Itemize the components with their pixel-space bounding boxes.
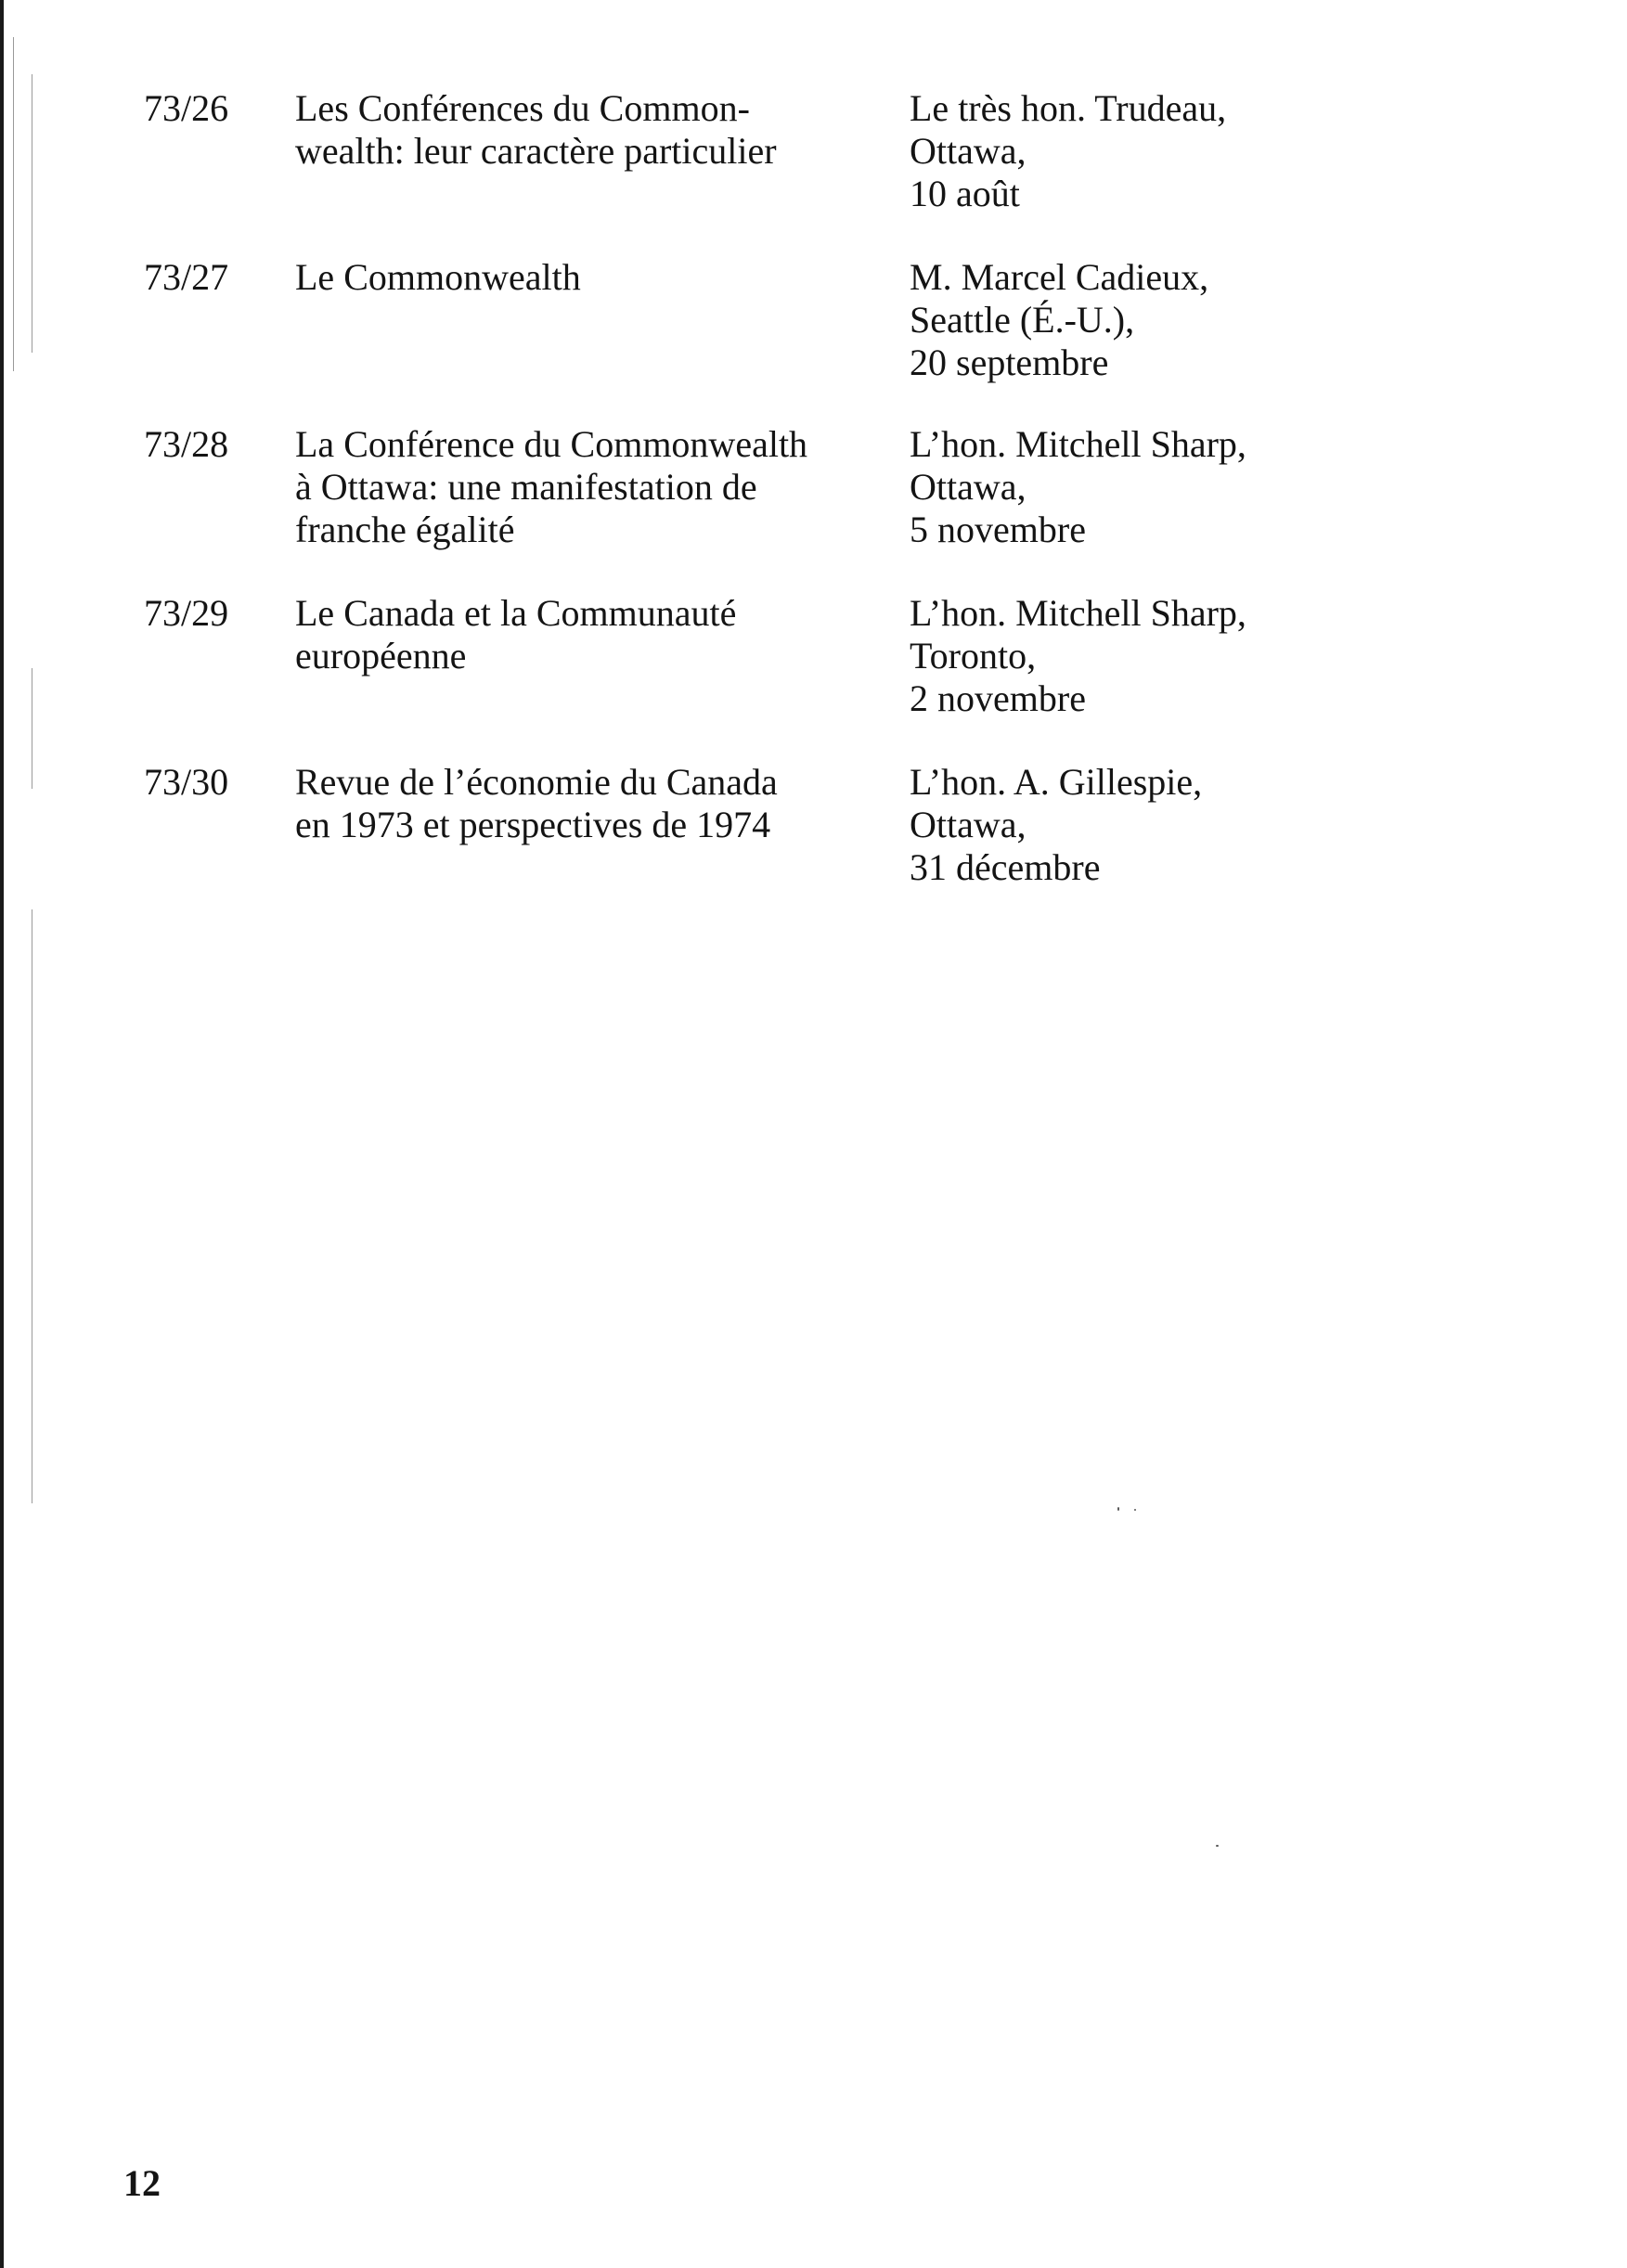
entry-number: 73/29 bbox=[144, 592, 229, 634]
entry-number: 73/27 bbox=[144, 256, 229, 298]
entry-title: La Conférence du Commonwealth à Ottawa: une manifestation de franche égalité bbox=[295, 423, 808, 550]
entry-speaker-place-date: L’hon. Mitchell Sharp, Ottawa, 5 novembre bbox=[910, 423, 1246, 550]
scan-speck bbox=[1216, 1845, 1219, 1847]
page-number: 12 bbox=[123, 2162, 161, 2204]
entry-speaker-place-date: L’hon. Mitchell Sharp, Toronto, 2 novembre bbox=[910, 592, 1246, 719]
scan-speck bbox=[1134, 1509, 1136, 1511]
page-binding-edge bbox=[0, 0, 4, 2268]
entry-number: 73/28 bbox=[144, 423, 229, 465]
entry-number: 73/26 bbox=[144, 87, 229, 129]
scan-edge-mark bbox=[13, 37, 14, 371]
entry-title: Les Conférences du Common- wealth: leur caractère particulier bbox=[295, 87, 777, 172]
entry-number: 73/30 bbox=[144, 761, 229, 803]
entry-speaker-place-date: Le très hon. Trudeau, Ottawa, 10 août bbox=[910, 87, 1227, 214]
entry-title: Le Canada et la Communauté européenne bbox=[295, 592, 737, 677]
entry-title: Le Commonwealth bbox=[295, 256, 581, 298]
entry-speaker-place-date: M. Marcel Cadieux, Seattle (É.-U.), 20 septembre bbox=[910, 256, 1209, 383]
scan-speck bbox=[1117, 1507, 1119, 1511]
entry-speaker-place-date: L’hon. A. Gillespie, Ottawa, 31 décembre bbox=[910, 761, 1203, 888]
entry-title: Revue de l’économie du Canada en 1973 et perspectives de 1974 bbox=[295, 761, 778, 845]
